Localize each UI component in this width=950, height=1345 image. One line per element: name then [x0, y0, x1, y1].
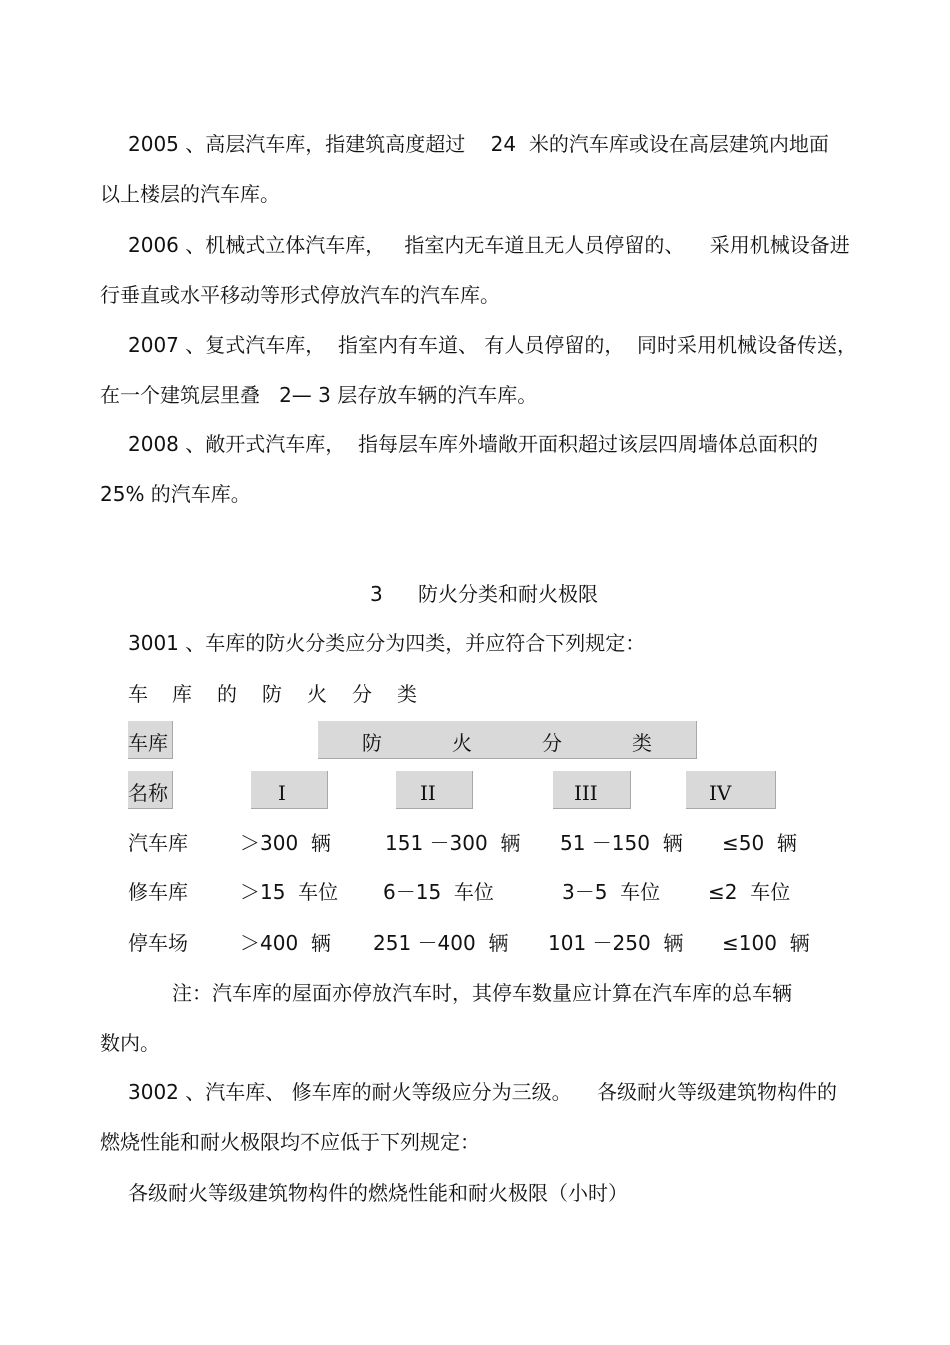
table-caption-char: 类 — [397, 682, 417, 706]
para-2005-line1: 2005 、高层汽车库，指建筑高度超过 24 米的汽车库或设在高层建筑内地面 — [128, 132, 829, 156]
table2-caption: 各级耐火等级建筑物构件的燃烧性能和耐火极限（小时） — [128, 1181, 628, 1205]
para-2005-line2: 以上楼层的汽车库。 — [100, 182, 280, 206]
header-merged-char: 分 — [542, 731, 562, 755]
section-title: 防火分类和耐火极限 — [418, 582, 598, 606]
row-cell: ＞15 车位 — [240, 880, 339, 904]
table-caption-char: 车 — [128, 682, 148, 706]
para-3002-line1: 3002 、汽车库、 修车库的耐火等级应分为三级。 各级耐火等级建筑物构件的 — [128, 1080, 838, 1104]
para-2007-line1: 2007 、复式汽车库， 指室内有车道、 有人员停留的， 同时采用机械设备传送， — [128, 333, 858, 357]
class-label: III — [574, 781, 598, 805]
header-name: 名称 — [128, 781, 168, 805]
class-label: I — [278, 781, 286, 805]
para-2006-line1: 2006 、机械式立体汽车库， 指室内无车道且无人员停留的、 采用机械设备进 — [128, 233, 850, 257]
row-cell: ＞300 辆 — [240, 831, 331, 855]
row-cell: 251 －400 辆 — [373, 931, 509, 955]
para-2007-line2: 在一个建筑层里叠 2— 3 层存放车辆的汽车库。 — [100, 383, 538, 407]
note-line1: 注：汽车库的屋面亦停放汽车时，其停车数量应计算在汽车库的总车辆 — [172, 981, 792, 1005]
row-cell: ≤2 车位 — [708, 880, 791, 904]
header-garage: 车库 — [128, 731, 168, 755]
row-name: 修车库 — [128, 880, 188, 904]
note-line2: 数内。 — [100, 1031, 160, 1055]
para-2006-line2: 行垂直或水平移动等形式停放汽车的汽车库。 — [100, 283, 500, 307]
row-cell: 51 －150 辆 — [560, 831, 683, 855]
row-name: 停车场 — [128, 931, 188, 955]
header-merged-char: 火 — [452, 731, 472, 755]
header-merged-char: 类 — [632, 731, 652, 755]
para-3002-line2: 燃烧性能和耐火极限均不应低于下列规定： — [100, 1130, 480, 1154]
row-cell: 3－5 车位 — [562, 880, 661, 904]
para-2008-line2: 25% 的汽车库。 — [100, 482, 251, 506]
para-2008-line1: 2008 、敞开式汽车库， 指每层车库外墙敞开面积超过该层四周墙体总面积的 — [128, 432, 818, 456]
para-3001: 3001 、车库的防火分类应分为四类，并应符合下列规定： — [128, 631, 646, 655]
row-cell: ≤50 辆 — [722, 831, 797, 855]
table-caption-char: 库 — [172, 682, 192, 706]
class-cell-bg — [251, 771, 328, 809]
table-caption-char: 的 — [217, 682, 237, 706]
row-cell: ≤100 辆 — [722, 931, 810, 955]
section-number: 3 — [370, 582, 383, 606]
header-merged-char: 防 — [362, 731, 382, 755]
table-caption-char: 防 — [262, 682, 282, 706]
row-cell: ＞400 辆 — [240, 931, 331, 955]
table-caption-char: 火 — [307, 682, 327, 706]
row-name: 汽车库 — [128, 831, 188, 855]
table-caption-char: 分 — [352, 682, 372, 706]
row-cell: 6－15 车位 — [383, 880, 494, 904]
class-label: IV — [709, 781, 732, 805]
row-cell: 151 －300 辆 — [385, 831, 521, 855]
row-cell: 101 －250 辆 — [548, 931, 684, 955]
class-label: II — [420, 781, 436, 805]
